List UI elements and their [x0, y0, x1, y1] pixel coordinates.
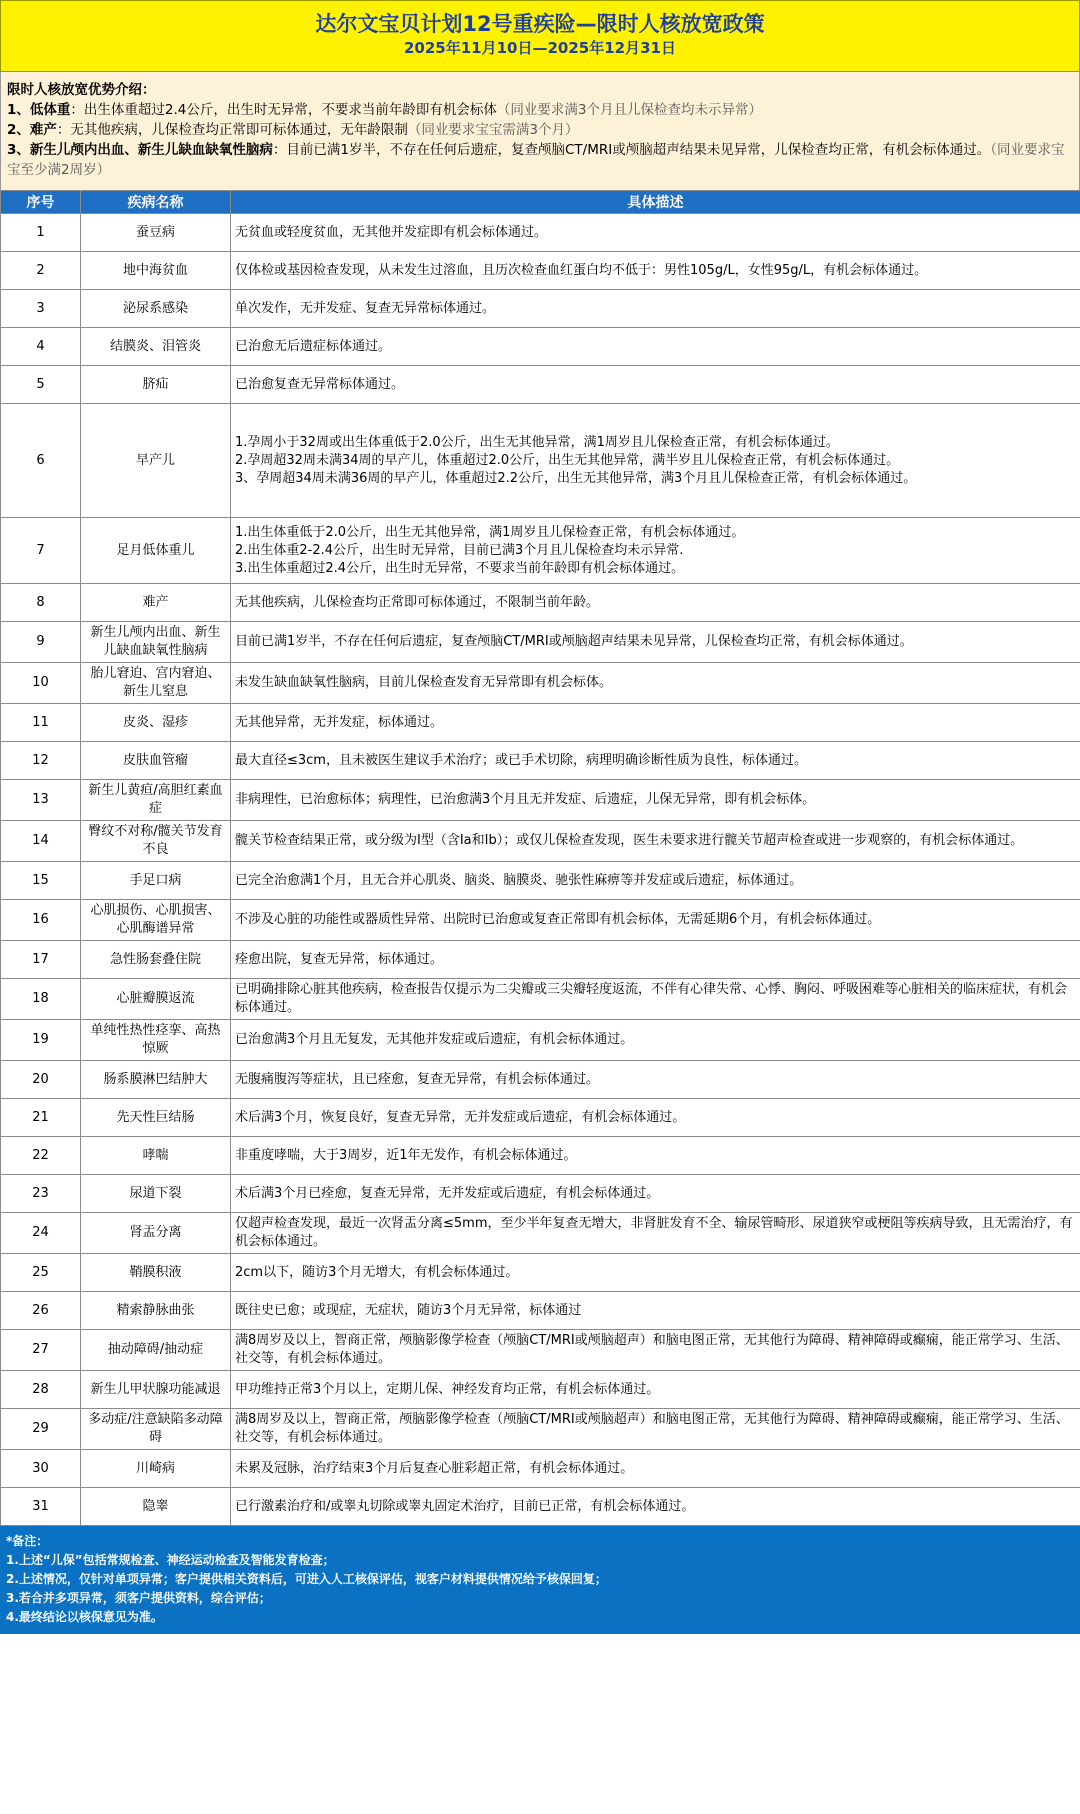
description-line: 已治愈满3个月且无复发，无其他并发症或后遗症，有机会标体通过。 [235, 1032, 634, 1047]
table-row [1, 214, 1080, 252]
description-line: 3、孕周超34周未满36周的早产儿，体重超过2.2公斤，出生无其他异常，满3个月且儿保检查正常，有机会标体通过。 [235, 470, 917, 486]
disease-description [231, 518, 1080, 584]
table-row [1, 704, 1080, 742]
description-line: 单次发作，无并发症、复查无异常标体通过。 [235, 300, 496, 316]
intro-item-number: 2、 [7, 122, 30, 138]
disease-name: 心脏瓣膜返流 [81, 979, 231, 1020]
disease-description [231, 979, 1080, 1020]
intro-item [7, 120, 1073, 140]
disease-name: 隐睾 [81, 1488, 231, 1526]
row-number: 10 [1, 663, 81, 704]
intro-item-text: 无其他疾病，儿保检查均正常即可标体通过，无年龄限制 [70, 122, 408, 138]
disease-name: 精索静脉曲张 [81, 1292, 231, 1330]
intro-item [7, 100, 1073, 120]
table-row [1, 780, 1080, 821]
table-row [1, 1020, 1080, 1061]
page-title: 达尔文宝贝计划12号重疾险—限时人核放宽政策 [315, 12, 765, 36]
table-row [1, 328, 1080, 366]
disease-description [231, 900, 1080, 941]
disease-name: 新生儿颅内出血、新生儿缺血缺氧性脑病 [81, 622, 231, 663]
row-number: 14 [1, 821, 81, 862]
intro-item [7, 140, 1073, 180]
disease-name: 结膜炎、泪管炎 [81, 328, 231, 366]
description-line: 已治愈无后遗症标体通过。 [235, 338, 392, 354]
disease-name: 蚕豆病 [81, 214, 231, 252]
description-line: 满8周岁及以上，智商正常，颅脑影像学检查（颅脑CT/MRI或颅脑超声）和脑电图正常，无其他行为障碍、精神障碍或癫痫，能正常学习、生活、社交等，有机会标体通过。 [235, 1412, 1069, 1445]
table-row [1, 1409, 1080, 1450]
row-number: 17 [1, 941, 81, 979]
description-line: 未发生缺血缺氧性脑病，目前儿保检查发育无异常即有机会标体。 [235, 675, 613, 690]
disease-name: 心肌损伤、心肌损害、心肌酶谱异常 [81, 900, 231, 941]
disease-description [231, 780, 1080, 821]
row-number: 30 [1, 1450, 81, 1488]
row-number: 6 [1, 404, 81, 518]
row-number: 19 [1, 1020, 81, 1061]
disease-description [231, 742, 1080, 780]
disease-description [231, 1213, 1080, 1254]
table-row [1, 1099, 1080, 1137]
table-row [1, 1450, 1080, 1488]
table-row [1, 584, 1080, 622]
row-number: 23 [1, 1175, 81, 1213]
disease-name: 先天性巨结肠 [81, 1099, 231, 1137]
disease-description [231, 821, 1080, 862]
description-line: 最大直径≤3cm，且未被医生建议手术治疗；或已手术切除，病理明确诊断性质为良性，标体通过。 [235, 752, 807, 768]
disease-description [231, 252, 1080, 290]
description-line: 未累及冠脉，治疗结束3个月后复查心脏彩超正常，有机会标体通过。 [235, 1460, 634, 1476]
disease-name: 皮炎、湿疹 [81, 704, 231, 742]
disease-description [231, 663, 1080, 704]
intro-item-text: 出生体重超过2.4公斤，出生时无异常，不要求当前年龄即有机会标体 [83, 102, 497, 118]
remark-line: 1.上述“儿保”包括常规检查、神经运动检查及智能发育检查； [6, 1553, 335, 1567]
row-number: 12 [1, 742, 81, 780]
disease-description [231, 1409, 1080, 1450]
description-line: 2.出生体重2-2.4公斤，出生时无异常，目前已满3个月且儿保检查均未示异常. [235, 542, 684, 558]
disease-name: 足月低体重儿 [81, 518, 231, 584]
intro-item-separator: ： [70, 102, 84, 118]
row-number: 31 [1, 1488, 81, 1526]
remark-line: 3.若合并多项异常，须客户提供资料，综合评估； [6, 1591, 271, 1605]
table-row [1, 1330, 1080, 1371]
table-row [1, 518, 1080, 584]
description-line: 已完全治愈满1个月，且无合并心肌炎、脑炎、脑膜炎、驰张性麻痹等并发症或后遗症，标体通过。 [235, 872, 803, 888]
intro-item-note: （同业要求宝宝需满3个月） [407, 122, 579, 138]
disease-name: 尿道下裂 [81, 1175, 231, 1213]
table-row [1, 1292, 1080, 1330]
description-line: 仅体检或基因检查发现，从未发生过溶血，且历次检查血红蛋白均不低于：男性105g/L，女性95g/L，有机会标体通过。 [235, 262, 928, 278]
description-line: 髋关节检查结果正常，或分级为I型（含Ia和Ib）；或仅儿保检查发现，医生未要求进行髋关节超声检查或进一步观察的，有机会标体通过。 [235, 833, 1024, 848]
intro-item-number: 3、 [7, 142, 30, 158]
description-line: 2cm以下，随访3个月无增大，有机会标体通过。 [235, 1264, 519, 1280]
row-number: 28 [1, 1371, 81, 1409]
disease-name: 川崎病 [81, 1450, 231, 1488]
column-header-disease: 疾病名称 [81, 191, 231, 214]
table-row [1, 900, 1080, 941]
description-line: 无其他疾病，儿保检查均正常即可标体通过，不限制当前年龄。 [235, 594, 600, 610]
disease-description [231, 404, 1080, 518]
disease-description [231, 1099, 1080, 1137]
description-line: 目前已满1岁半，不存在任何后遗症，复查颅脑CT/MRI或颅脑超声结果未见异常，儿保检查均正常，有机会标体通过。 [235, 634, 913, 649]
row-number: 16 [1, 900, 81, 941]
description-line: 1.孕周小于32周或出生体重低于2.0公斤，出生无其他异常，满1周岁且儿保检查正常，有机会标体通过。 [235, 434, 839, 450]
disease-description [231, 1254, 1080, 1292]
row-number: 20 [1, 1061, 81, 1099]
row-number: 9 [1, 622, 81, 663]
intro-item-text: 目前已满1岁半，不存在任何后遗症，复查颅脑CT/MRI或颅脑超声结果未见异常，儿保检查均正常，有机会标体通过。 [286, 142, 991, 158]
description-line: 术后满3个月，恢复良好，复查无异常，无并发症或后遗症，有机会标体通过。 [235, 1109, 686, 1125]
description-line: 非病理性，已治愈标体；病理性，已治愈满3个月且无并发症、后遗症，儿保无异常，即有机会标体。 [235, 792, 816, 807]
intro-item-title: 难产 [29, 122, 57, 138]
disease-name: 胎儿窘迫、宫内窘迫、新生儿窒息 [81, 663, 231, 704]
disease-description [231, 584, 1080, 622]
disease-name: 皮肤血管瘤 [81, 742, 231, 780]
description-line: 既往史已愈；或现症，无症状，随访3个月无异常，标体通过 [235, 1302, 582, 1318]
row-number: 27 [1, 1330, 81, 1371]
disease-name: 地中海贫血 [81, 252, 231, 290]
disease-name: 多动症/注意缺陷多动障碍 [81, 1409, 231, 1450]
disease-description [231, 1175, 1080, 1213]
intro-item-title: 新生儿颅内出血、新生儿缺血缺氧性脑病 [29, 142, 273, 158]
remark-line: 2.上述情况，仅针对单项异常；客户提供相关资料后，可进入人工核保评估，视客户材料提供情况给予核保回复； [6, 1572, 607, 1586]
disease-description [231, 1292, 1080, 1330]
intro-item-number: 1、 [7, 102, 30, 118]
description-line: 非重度哮喘，大于3周岁，近1年无发作，有机会标体通过。 [235, 1147, 577, 1163]
table-row [1, 862, 1080, 900]
disease-name: 抽动障碍/抽动症 [81, 1330, 231, 1371]
disease-description [231, 1061, 1080, 1099]
table-row [1, 1254, 1080, 1292]
row-number: 29 [1, 1409, 81, 1450]
intro-item-title: 低体重 [29, 102, 71, 118]
disease-description [231, 941, 1080, 979]
disease-description [231, 1020, 1080, 1061]
description-line: 痊愈出院，复查无异常，标体通过。 [235, 951, 444, 967]
intro-item-separator: ： [272, 142, 287, 158]
table-row [1, 663, 1080, 704]
title-banner [0, 0, 1080, 72]
column-header-description: 具体描述 [231, 191, 1080, 214]
table-row [1, 622, 1080, 663]
disease-name: 新生儿甲状腺功能减退 [81, 1371, 231, 1409]
description-line: 术后满3个月已痊愈，复查无异常，无并发症或后遗症，有机会标体通过。 [235, 1185, 660, 1201]
disease-name: 难产 [81, 584, 231, 622]
disease-name: 早产儿 [81, 404, 231, 518]
disease-name: 肾盂分离 [81, 1213, 231, 1254]
row-number: 3 [1, 290, 81, 328]
description-line: 甲功维持正常3个月以上，定期儿保、神经发育均正常，有机会标体通过。 [235, 1381, 660, 1397]
description-line: 2.孕周超32周未满34周的早产儿，体重超过2.0公斤，出生无其他异常，满半岁且儿保检查正常，有机会标体通过。 [235, 452, 900, 468]
disease-description [231, 1371, 1080, 1409]
disease-name: 手足口病 [81, 862, 231, 900]
row-number: 4 [1, 328, 81, 366]
disease-name: 脐疝 [81, 366, 231, 404]
intro-item-note: （同业要求宝宝至少满2周岁） [7, 142, 1065, 178]
description-line: 已行激素治疗和/或睾丸切除或睾丸固定术治疗，目前已正常，有机会标体通过。 [235, 1498, 695, 1514]
table-row [1, 1137, 1080, 1175]
row-number: 1 [1, 214, 81, 252]
disease-name: 肠系膜淋巴结肿大 [81, 1061, 231, 1099]
remark-line: *备注： [6, 1534, 49, 1548]
disease-description [231, 366, 1080, 404]
disease-name: 鞘膜积液 [81, 1254, 231, 1292]
row-number: 7 [1, 518, 81, 584]
row-number: 24 [1, 1213, 81, 1254]
disease-name: 泌尿系感染 [81, 290, 231, 328]
description-line: 1.出生体重低于2.0公斤，出生无其他异常，满1周岁且儿保检查正常，有机会标体通过。 [235, 524, 745, 540]
disease-description [231, 214, 1080, 252]
table-row [1, 366, 1080, 404]
disease-table [0, 190, 1080, 1526]
row-number: 2 [1, 252, 81, 290]
description-line: 无其他异常，无并发症，标体通过。 [235, 714, 444, 730]
row-number: 26 [1, 1292, 81, 1330]
description-line: 仅超声检查发现，最近一次肾盂分离≤5mm，至少半年复查无增大，非肾脏发育不全、输尿管畸形、尿道狭窄或梗阻等疾病导致，且无需治疗，有机会标体通过。 [235, 1216, 1073, 1249]
disease-description [231, 704, 1080, 742]
description-line: 3.出生体重超过2.4公斤，出生时无异常，不要求当前年龄即有机会标体通过。 [235, 560, 685, 576]
disease-name: 哮喘 [81, 1137, 231, 1175]
description-line: 不涉及心脏的功能性或器质性异常、出院时已治愈或复查正常即有机会标体，无需延期6个月，有机会标体通过。 [235, 912, 881, 927]
disease-description [231, 328, 1080, 366]
table-row [1, 252, 1080, 290]
row-number: 15 [1, 862, 81, 900]
table-row [1, 290, 1080, 328]
table-row [1, 821, 1080, 862]
description-line: 无贫血或轻度贫血，无其他并发症即有机会标体通过。 [235, 224, 548, 240]
table-header-row [1, 191, 1080, 214]
remarks-footer [0, 1526, 1080, 1634]
disease-description [231, 862, 1080, 900]
row-number: 18 [1, 979, 81, 1020]
table-body [1, 214, 1080, 1526]
table-row [1, 979, 1080, 1020]
column-header-number: 序号 [1, 191, 81, 214]
row-number: 11 [1, 704, 81, 742]
disease-description [231, 1330, 1080, 1371]
table-row [1, 1061, 1080, 1099]
description-line: 已明确排除心脏其他疾病，检查报告仅提示为二尖瓣或三尖瓣轻度返流，不伴有心律失常、心悸、胸闷、呼吸困难等心脏相关的临床症状，有机会标体通过。 [235, 982, 1068, 1015]
intro-section [0, 72, 1080, 190]
row-number: 5 [1, 366, 81, 404]
description-line: 无腹痛腹泻等症状，且已痊愈，复查无异常，有机会标体通过。 [235, 1071, 600, 1087]
disease-description [231, 1488, 1080, 1526]
description-line: 已治愈复查无异常标体通过。 [235, 376, 405, 392]
table-row [1, 941, 1080, 979]
row-number: 25 [1, 1254, 81, 1292]
disease-description [231, 1450, 1080, 1488]
disease-description [231, 1137, 1080, 1175]
disease-name: 臀纹不对称/髋关节发育不良 [81, 821, 231, 862]
table-row [1, 1488, 1080, 1526]
intro-item-note: （同业要求满3个月且儿保检查均未示异常） [496, 102, 762, 118]
row-number: 22 [1, 1137, 81, 1175]
table-row [1, 1213, 1080, 1254]
remark-line: 4.最终结论以核保意见为准。 [6, 1610, 163, 1624]
row-number: 21 [1, 1099, 81, 1137]
table-row [1, 1175, 1080, 1213]
table-row [1, 742, 1080, 780]
description-line: 满8周岁及以上，智商正常，颅脑影像学检查（颅脑CT/MRI或颅脑超声）和脑电图正常，无其他行为障碍、精神障碍或癫痫，能正常学习、生活、社交等，有机会标体通过。 [235, 1333, 1069, 1366]
disease-description [231, 290, 1080, 328]
disease-description [231, 622, 1080, 663]
disease-name: 新生儿黄疸/高胆红素血症 [81, 780, 231, 821]
intro-list [7, 100, 1073, 180]
intro-item-separator: ： [56, 122, 71, 138]
disease-name: 急性肠套叠住院 [81, 941, 231, 979]
table-row [1, 1371, 1080, 1409]
date-range: 2025年11月10日—2025年12月31日 [404, 39, 676, 57]
intro-heading: 限时人核放宽优势介绍： [7, 82, 156, 98]
table-row [1, 404, 1080, 518]
disease-name: 单纯性热性痉挛、高热惊厥 [81, 1020, 231, 1061]
row-number: 13 [1, 780, 81, 821]
row-number: 8 [1, 584, 81, 622]
